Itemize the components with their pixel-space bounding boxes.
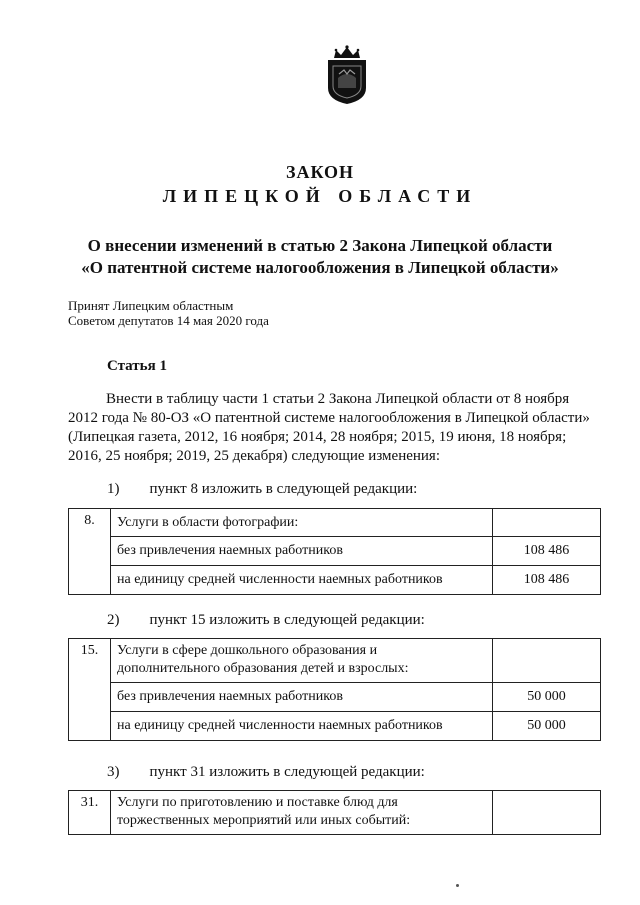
row-label: без привлечения наемных работников: [111, 683, 493, 712]
row-number: 31.: [69, 791, 111, 835]
adoption-line1: Принят Липецким областным: [68, 298, 234, 313]
region-title: ЛИПЕЦКОЙ ОБЛАСТИ: [162, 186, 478, 206]
service-name-line: Услуги в сфере дошкольного образования и: [117, 643, 378, 658]
table-row: [69, 566, 601, 595]
row-value: 50 000: [493, 712, 601, 741]
amendment-item: [107, 764, 425, 781]
article-heading: Статья 1: [107, 358, 167, 374]
law-subtitle-line1: О внесении изменений в статью 2 Закона Липецкой области: [87, 236, 553, 255]
table-row: [69, 509, 601, 537]
law-subtitle-line2: «О патентной системе налогообложения в Липецкой области»: [81, 258, 559, 277]
amendment-item: [107, 612, 425, 629]
law-title: ЗАКОН: [285, 162, 355, 182]
article-intro: [68, 390, 600, 466]
coat-of-arms-icon: [322, 44, 372, 106]
value-cell: [493, 791, 601, 835]
scan-speck: [456, 884, 459, 887]
row-label: на единицу средней численности наемных работников: [111, 712, 493, 741]
row-value: 50 000: [493, 683, 601, 712]
row-number: 8.: [69, 509, 111, 595]
table-row: [69, 639, 601, 683]
service-name-line: торжественных мероприятий или иных событий:: [117, 813, 411, 828]
service-name: Услуги в области фотографии:: [111, 509, 493, 537]
row-label: без привлечения наемных работников: [111, 537, 493, 566]
row-label: на единицу средней численности наемных работников: [111, 566, 493, 595]
value-cell: [493, 509, 601, 537]
service-name: [111, 639, 493, 683]
row-number: 15.: [69, 639, 111, 741]
item-text: пункт 31 изложить в следующей редакции:: [149, 764, 425, 780]
row-value: 108 486: [493, 566, 601, 595]
amendment-table: [68, 638, 601, 741]
service-name-line: дополнительного образования детей и взрослых:: [117, 661, 409, 676]
table-row: [69, 683, 601, 712]
item-text: пункт 15 изложить в следующей редакции:: [149, 612, 425, 628]
value-cell: [493, 639, 601, 683]
amendment-table: [68, 790, 601, 835]
service-name: [111, 791, 493, 835]
intro-line: (Липецкая газета, 2012, 16 ноября; 2014, 28 ноября; 2015, 19 июня, 18 ноября;: [68, 429, 567, 445]
amendment-table: [68, 508, 601, 595]
amendment-item: [107, 481, 417, 498]
intro-line: Внести в таблицу части 1 статьи 2 Закона Липецкой области от 8 ноября: [106, 391, 570, 407]
intro-line: 2012 года № 80-ОЗ «О патентной системе налогообложения в Липецкой области»: [68, 410, 590, 426]
item-number: 1): [107, 481, 120, 497]
item-number: 3): [107, 764, 120, 780]
table-row: [69, 791, 601, 835]
item-text: пункт 8 изложить в следующей редакции:: [149, 481, 418, 497]
service-name-line: Услуги по приготовлению и поставке блюд для: [117, 795, 398, 810]
adoption-line2: Советом депутатов 14 мая 2020 года: [68, 313, 269, 328]
intro-line: 2016, 25 ноября; 2019, 25 декабря) следующие изменения:: [68, 448, 440, 464]
row-value: 108 486: [493, 537, 601, 566]
table-row: [69, 537, 601, 566]
table-row: [69, 712, 601, 741]
item-number: 2): [107, 612, 120, 628]
